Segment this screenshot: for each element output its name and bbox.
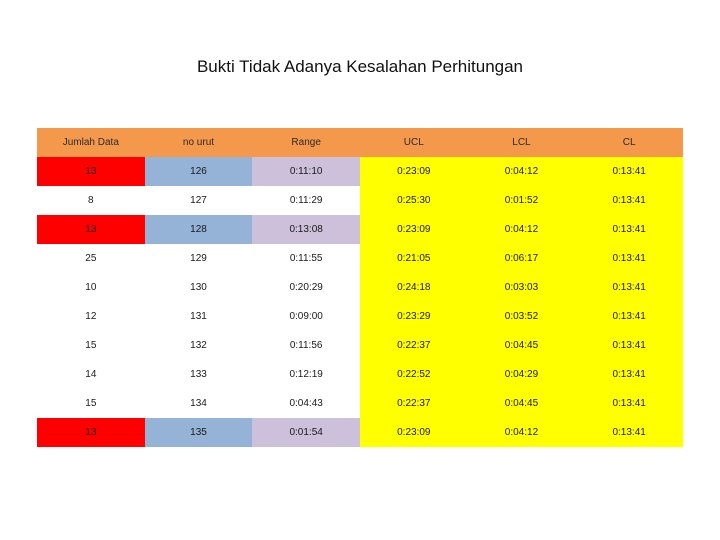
cell-jumlah-data: 14: [85, 369, 97, 380]
cell-range: 0:04:43: [289, 398, 323, 409]
cell-cl: 0:13:41: [575, 215, 683, 244]
cell-ucl: 0:24:18: [360, 273, 468, 302]
cell-lcl: 0:03:03: [468, 273, 576, 302]
table-row: [37, 360, 683, 389]
cell-range: 0:11:29: [289, 195, 323, 206]
cell-jumlah-data: 12: [85, 311, 97, 322]
table-row: [37, 389, 683, 418]
cell-ucl: 0:23:09: [360, 215, 468, 244]
table-row: [37, 215, 683, 244]
cell-no-urut: 132: [190, 340, 207, 351]
cell-cl: 0:13:41: [575, 157, 683, 186]
table-row: [37, 331, 683, 360]
control-limits-table: [37, 128, 683, 447]
cell-cl: 0:13:41: [575, 389, 683, 418]
cell-no-urut: 135: [145, 418, 253, 447]
cell-no-urut: 126: [145, 157, 253, 186]
cell-cl: 0:13:41: [575, 331, 683, 360]
header-lcl: LCL: [468, 128, 576, 157]
cell-range: 0:09:00: [289, 311, 323, 322]
cell-cl: 0:13:41: [575, 273, 683, 302]
cell-lcl: 0:04:12: [468, 418, 576, 447]
cell-ucl: 0:22:37: [360, 389, 468, 418]
cell-ucl: 0:23:09: [360, 157, 468, 186]
cell-jumlah-data: 8: [88, 195, 94, 206]
header-range: Range: [252, 128, 360, 157]
cell-cl: 0:13:41: [575, 302, 683, 331]
cell-range: 0:20:29: [289, 282, 323, 293]
table-row: [37, 302, 683, 331]
cell-no-urut: 129: [190, 253, 207, 264]
cell-ucl: 0:22:52: [360, 360, 468, 389]
cell-no-urut: 133: [190, 369, 207, 380]
cell-no-urut: 130: [190, 282, 207, 293]
header-cl: CL: [575, 128, 683, 157]
table-body: [37, 157, 683, 447]
cell-range: 0:11:56: [289, 340, 323, 351]
table-row: [37, 157, 683, 186]
header-no-urut: no urut: [145, 128, 253, 157]
cell-range: 0:11:10: [252, 157, 360, 186]
cell-lcl: 0:01:52: [468, 186, 576, 215]
table-header: [37, 128, 683, 157]
page-title: Bukti Tidak Adanya Kesalahan Perhitungan: [196, 57, 524, 76]
cell-lcl: 0:04:12: [468, 215, 576, 244]
cell-no-urut: 127: [190, 195, 207, 206]
cell-jumlah-data: 13: [37, 215, 145, 244]
cell-no-urut: 131: [190, 311, 207, 322]
cell-jumlah-data: 13: [37, 157, 145, 186]
cell-cl: 0:13:41: [575, 186, 683, 215]
cell-jumlah-data: 10: [85, 282, 97, 293]
table-row: [37, 418, 683, 447]
cell-range: 0:13:08: [252, 215, 360, 244]
cell-ucl: 0:25:30: [360, 186, 468, 215]
cell-cl: 0:13:41: [575, 360, 683, 389]
cell-lcl: 0:04:29: [468, 360, 576, 389]
header-row: [37, 128, 683, 157]
cell-cl: 0:13:41: [575, 244, 683, 273]
cell-jumlah-data: 13: [37, 418, 145, 447]
cell-range: 0:12:19: [289, 369, 323, 380]
cell-no-urut: 134: [190, 398, 207, 409]
cell-lcl: 0:04:45: [468, 389, 576, 418]
cell-jumlah-data: 25: [85, 253, 97, 264]
table-row: [37, 273, 683, 302]
table-row: [37, 186, 683, 215]
cell-ucl: 0:21:05: [360, 244, 468, 273]
cell-lcl: 0:04:45: [468, 331, 576, 360]
cell-lcl: 0:04:12: [468, 157, 576, 186]
cell-ucl: 0:22:37: [360, 331, 468, 360]
cell-range: 0:01:54: [252, 418, 360, 447]
cell-ucl: 0:23:09: [360, 418, 468, 447]
cell-jumlah-data: 15: [85, 398, 97, 409]
cell-lcl: 0:03:52: [468, 302, 576, 331]
header-ucl: UCL: [360, 128, 468, 157]
cell-range: 0:11:55: [289, 253, 323, 264]
cell-ucl: 0:23:29: [360, 302, 468, 331]
header-jumlah-data: Jumlah Data: [37, 128, 145, 157]
table-row: [37, 244, 683, 273]
cell-no-urut: 128: [145, 215, 253, 244]
cell-jumlah-data: 15: [85, 340, 97, 351]
cell-lcl: 0:06:17: [468, 244, 576, 273]
cell-cl: 0:13:41: [575, 418, 683, 447]
